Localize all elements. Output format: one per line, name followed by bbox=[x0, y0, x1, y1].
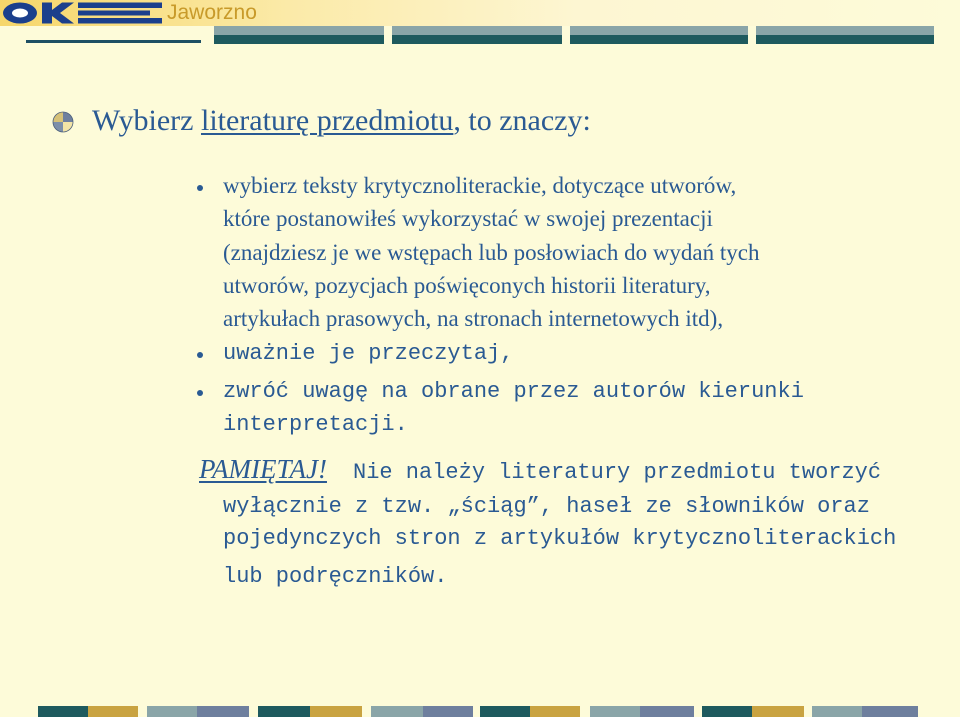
footer-block bbox=[590, 706, 640, 717]
point-line: uważnie je przeczytaj, bbox=[223, 341, 514, 366]
point-line: wybierz teksty krytycznoliterackie, dotyczące utworów, bbox=[223, 173, 737, 198]
bullet-icon bbox=[197, 185, 203, 191]
oke-logo bbox=[2, 1, 162, 25]
footer-block bbox=[258, 706, 310, 717]
reminder-label: PAMIĘTAJ! bbox=[199, 454, 327, 484]
footer-block bbox=[38, 706, 88, 717]
title-lead: Wybierz bbox=[92, 104, 201, 137]
header-location: Jaworzno bbox=[167, 1, 257, 24]
footer-block bbox=[752, 706, 804, 717]
point-line: artykułach prasowych, na stronach internetowych itd), bbox=[223, 306, 724, 331]
title-tail: , to znaczy: bbox=[453, 104, 591, 137]
header-block bbox=[756, 26, 934, 44]
point-line: utworów, pozycjach poświęconych historii literatury, bbox=[223, 273, 711, 298]
reminder-line: Nie należy literatury przedmiotu tworzyć bbox=[353, 460, 882, 485]
footer-block bbox=[812, 706, 862, 717]
footer-block bbox=[88, 706, 138, 717]
footer-block bbox=[197, 706, 249, 717]
footer-block bbox=[423, 706, 473, 717]
footer-block bbox=[530, 706, 580, 717]
point-line: interpretacji. bbox=[223, 412, 408, 437]
bullet-icon bbox=[197, 390, 203, 396]
footer-block bbox=[480, 706, 530, 717]
bullet-icon bbox=[197, 352, 203, 358]
footer-block bbox=[310, 706, 362, 717]
reminder-line: pojedynczych stron z artykułów krytycznoliterackich bbox=[223, 526, 897, 551]
footer-block bbox=[862, 706, 918, 717]
point-line: zwróć uwagę na obrane przez autorów kierunki bbox=[223, 379, 804, 404]
header-block bbox=[214, 26, 384, 44]
point-line: (znajdziesz je we wstępach lub posłowiach do wydań tych bbox=[223, 240, 760, 265]
slide-title bbox=[92, 104, 591, 138]
reminder-line: wyłącznie z tzw. „ściąg”, haseł ze słowników oraz bbox=[223, 494, 870, 519]
title-underlined: literaturę przedmiotu bbox=[200, 104, 454, 137]
reminder-line: lub podręczników. bbox=[223, 564, 448, 589]
header-block bbox=[570, 26, 748, 44]
footer-block bbox=[147, 706, 197, 717]
header-block bbox=[392, 26, 562, 44]
header-underline bbox=[26, 40, 201, 43]
footer-block bbox=[702, 706, 752, 717]
point-line: które postanowiłeś wykorzystać w swojej prezentacji bbox=[223, 206, 713, 231]
footer-block bbox=[640, 706, 694, 717]
globe-bullet-icon bbox=[52, 111, 74, 133]
footer-block bbox=[371, 706, 423, 717]
